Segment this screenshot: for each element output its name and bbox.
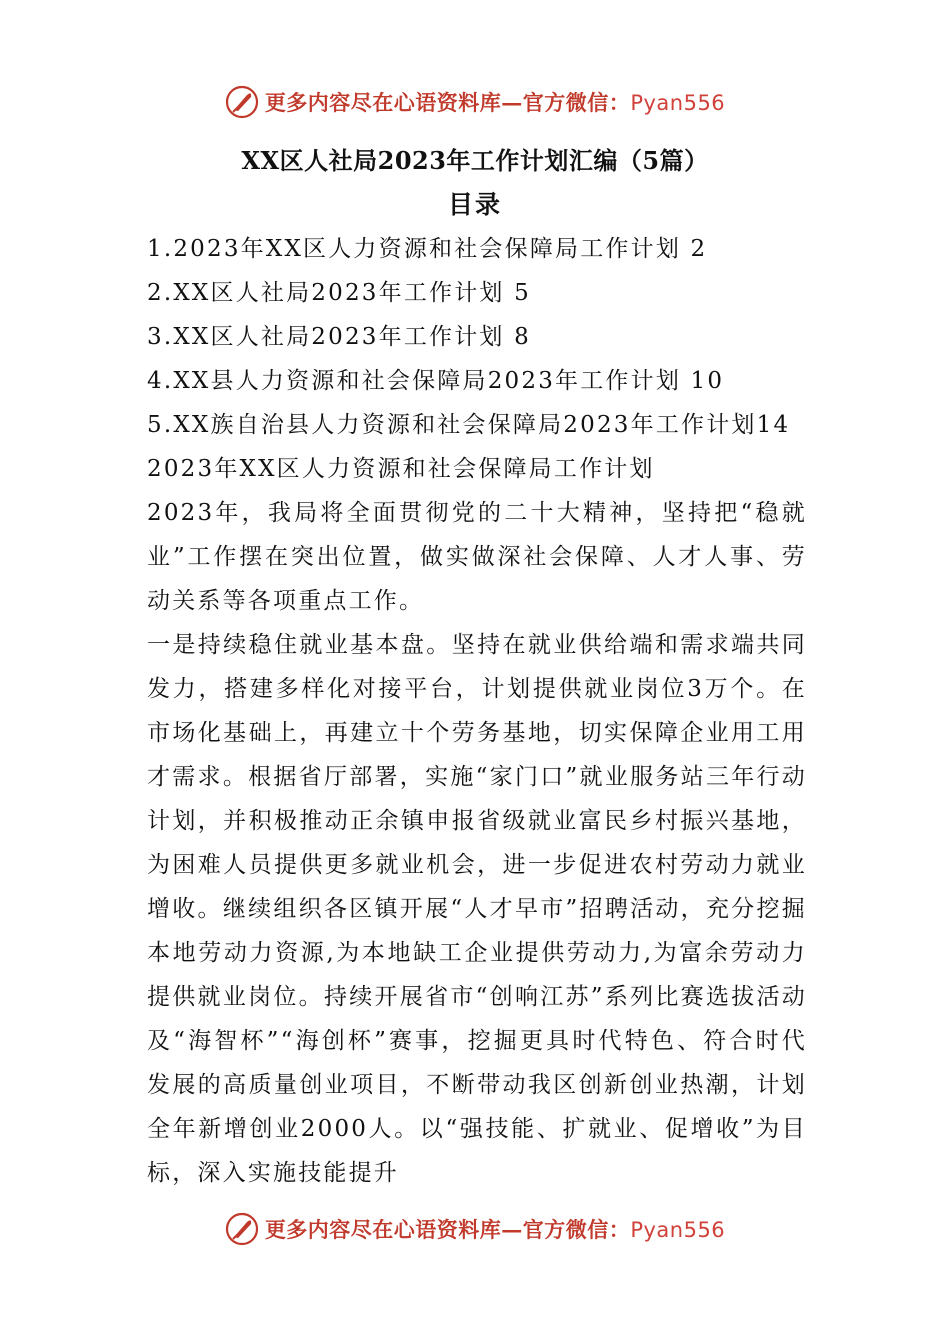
watermark-brand: Pyan556 [630,1218,726,1242]
toc-item[interactable]: 1.2023年XX区人力资源和社会保障局工作计划 2 [147,236,708,262]
watermark-text: 更多内容尽在心语资料库—官方微信： [264,90,631,115]
section-title: 2023年XX区人力资源和社会保障局工作计划 [147,456,655,482]
quill-logo-icon [225,1212,259,1246]
toc-item[interactable]: 4.XX县人力资源和社会保障局2023年工作计划 10 [147,368,725,394]
toc-item[interactable]: 2.XX区人社局2023年工作计划 5 [147,280,531,306]
toc-item[interactable]: 5.XX族自治县人力资源和社会保障局2023年工作计划14 [147,412,791,438]
watermark-footer [0,1209,950,1249]
quill-logo-icon [225,85,259,119]
paragraph: 2023年，我局将全面贯彻党的二十大精神，坚持把“稳就业”工作摆在突出位置，做实做深社会保障、人才人事、劳动关系等各项重点工作。 [147,500,807,614]
watermark-brand: Pyan556 [630,91,726,115]
watermark-header [0,82,950,122]
paragraph: 一是持续稳住就业基本盘。坚持在就业供给端和需求端共同发力，搭建多样化对接平台，计划提供就业岗位3万个。在市场化基础上，再建立十个劳务基地，切实保障企业用工用才需求。根据省厅部署，实施“家门口”就业服务站三年行动计划，并积极推动正余镇申报省级就业富民乡村振兴基地，为困难人员提供更多就业机会，进一步促进农村劳动力就业增收。继续组织各区镇开展“人才早市”招聘活动，充分挖掘本地劳动力资源,为本地缺工企业提供劳动力,为富余劳动力提供就业岗位。持续开展省市“创响江苏”系列比赛选拔活动及“海智杯”“海创杯”赛事，挖掘更具时代特色、符合时代发展的高质量创业项目，不断带动我区创新创业热潮，计划全年新增创业2000人。以“强技能、扩就业、促增收”为目标，深入实施技能提升 [147,632,807,1186]
watermark-text: 更多内容尽在心语资料库—官方微信： [264,1217,631,1242]
toc-item[interactable]: 3.XX区人社局2023年工作计划 8 [147,324,531,350]
document-title: XX区人社局2023年工作计划汇编（5篇） [241,146,709,175]
document-body [147,227,807,1195]
toc-heading: 目录 [447,190,502,219]
